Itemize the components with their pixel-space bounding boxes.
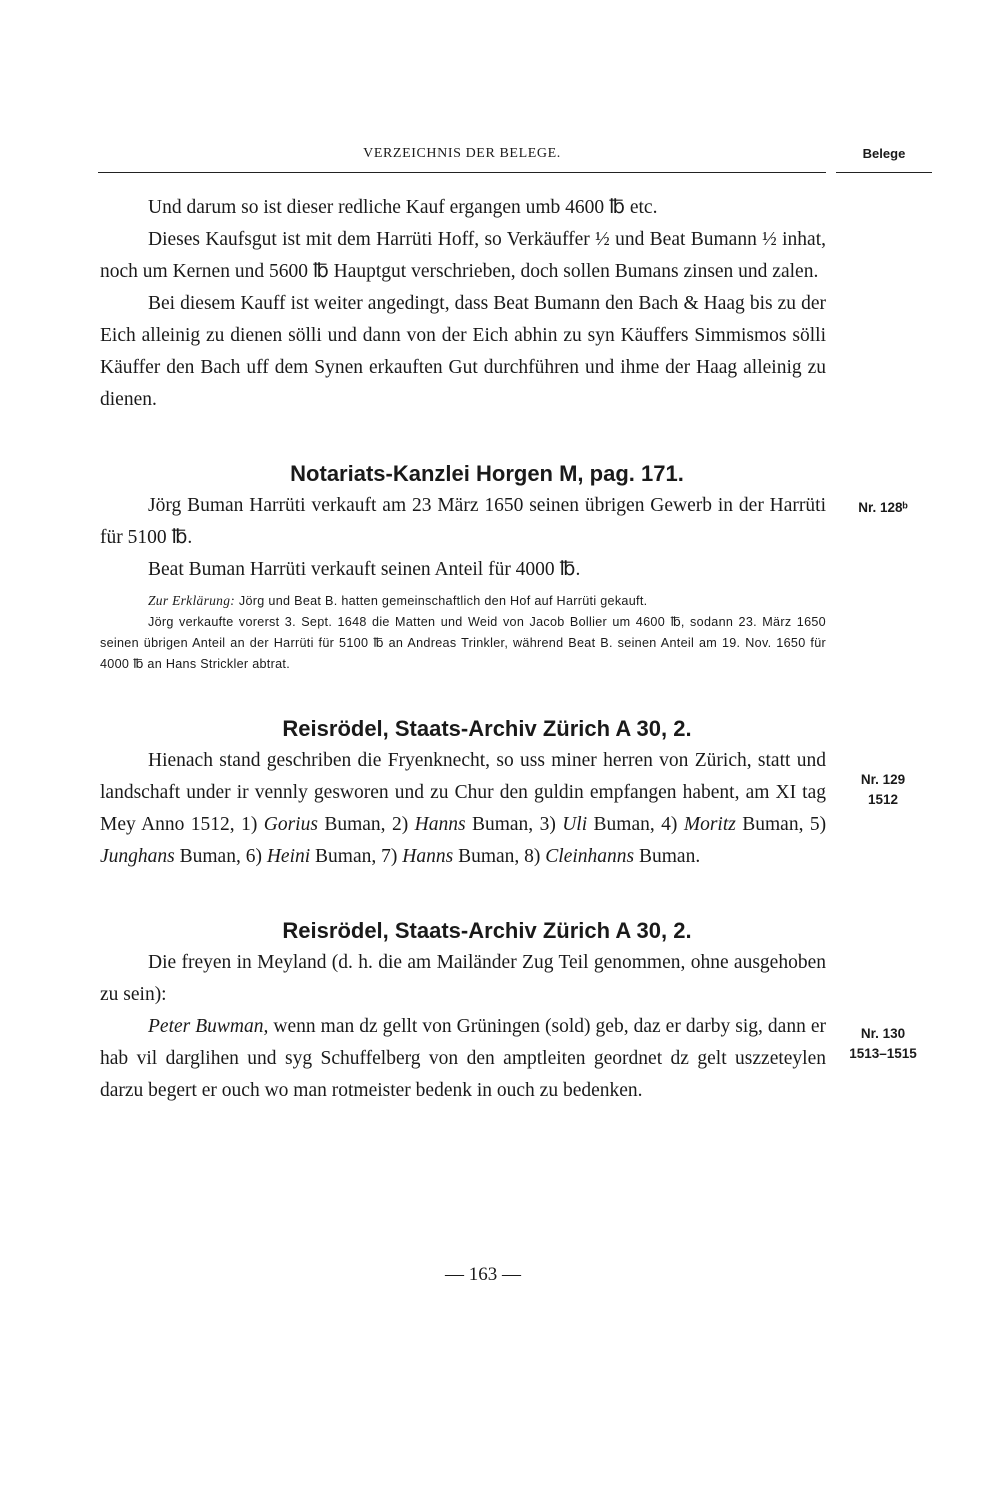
first-name: Heini — [266, 846, 311, 867]
paragraph-text: wenn man dz gellt von Grüningen (sold) geb, daz er darby sig, dann er hab vil darglihen und syg Schuffelberg von den amptleiten geordnet dz gelt uszzeteylen darzu begert er ouch wo man rotmeister bedenk in ouch zu bedenken. — [100, 1016, 826, 1101]
section-gap — [100, 873, 826, 915]
name-entry — [241, 814, 385, 835]
name-entry — [246, 846, 377, 867]
name-number: 3) — [539, 814, 556, 835]
page-number: — 163 — — [445, 1264, 521, 1285]
margin-note-128b — [828, 498, 938, 518]
first-name: Hanns — [402, 846, 454, 867]
section-paragraph: Die freyen in Meyland (d. h. die am Mailänder Zug Teil genommen, ohne ausgehoben zu sein): — [100, 952, 826, 1005]
name-entry — [540, 814, 655, 835]
section-gap — [100, 416, 826, 458]
name-number: 1) — [241, 814, 258, 835]
name-entry — [524, 846, 700, 867]
header-rule — [98, 172, 826, 173]
note-line: Jörg verkaufte vorerst 3. Sept. 1648 die Matten und Weid von Jacob Bollier um 4600 ℔, sodann 23. März 1650 seinen übrigen Anteil an der Harrüti für 5100 ℔ an Andreas Trinkler, während Beat B. seinen Anteil am 19. Nov. 1650 für 4000 ℔ an Hans Strickler abtrat. — [100, 615, 826, 671]
last-name: Buman, — [458, 846, 520, 867]
name-entry — [661, 814, 803, 835]
main-text — [100, 192, 826, 1107]
last-name: Buman, — [315, 846, 377, 867]
first-name: Cleinhanns — [545, 846, 635, 867]
side-head: Belege — [862, 146, 906, 161]
section-heading: Reisrödel, Staats-Archiv Zürich A 30, 2. — [282, 918, 692, 943]
name-number: 6) — [245, 846, 262, 867]
margin-note-130 — [828, 1024, 938, 1064]
margin-number: Nr. 129 — [860, 772, 906, 787]
intro-paragraph: Bei diesem Kauff ist weiter angedingt, dass Beat Bumann den Bach & Haag bis zu der Eich alleinig zu dienen sölli und dann von der Eich abhin zu syn Käuffers Simmismos sölli Käuffer den Bach uff dem Synen erkauften Gut durchführen und ihme der Haag alleinig zu dienen. — [100, 293, 826, 410]
name-number: 4) — [661, 814, 678, 835]
first-name: Hanns — [414, 814, 466, 835]
last-name: Buman, — [324, 814, 386, 835]
note-label: Zur Erklärung: — [148, 593, 236, 608]
note-text: Jörg und Beat B. hatten gemeinschaftlich den Hof auf Harrüti gekauft. — [238, 594, 648, 608]
first-name: Uli — [562, 814, 588, 835]
last-name: Buman, — [471, 814, 534, 835]
first-name: Moritz — [683, 814, 736, 835]
side-header-rule — [836, 172, 932, 173]
running-head: VERZEICHNIS DER BELEGE. — [363, 146, 561, 161]
name-number: 2) — [391, 814, 409, 835]
margin-year: 1512 — [867, 792, 899, 807]
section-paragraph — [100, 745, 826, 873]
name-number: 8) — [524, 846, 541, 867]
intro-paragraph: Und darum so ist dieser redliche Kauf ergangen umb 4600 ℔ etc. — [148, 197, 658, 218]
explanation-note — [100, 590, 826, 675]
margin-number: Nr. 128ᵇ — [858, 500, 908, 515]
margin-number: Nr. 130 — [860, 1026, 906, 1041]
last-name: Buman. — [639, 846, 701, 867]
name-number: 5) — [809, 814, 827, 835]
margin-year: 1513–1515 — [849, 1046, 917, 1061]
first-name: Junghans — [100, 846, 175, 867]
last-name: Buman, — [742, 814, 804, 835]
section-paragraph — [100, 1011, 826, 1107]
section-gap — [100, 675, 826, 713]
section-paragraph: Jörg Buman Harrüti verkauft am 23 März 1650 seinen übrigen Gewerb in der Harrüti für 5100 ℔. — [100, 495, 826, 548]
margin-note-129 — [828, 770, 938, 810]
section-paragraph: Beat Buman Harrüti verkauft seinen Anteil für 4000 ℔. — [148, 559, 581, 580]
name-entry — [392, 814, 533, 835]
paragraph-text: Hienach stand geschriben die Fryenknecht, so uss miner herren von Zürich, statt und landschaft under ir vennly gesworen und zu Chur den guldin empfangen habent, am XI tag Mey Anno 1512, — [100, 750, 826, 835]
intro-paragraph: Dieses Kaufsgut ist mit dem Harrüti Hoff, so Verkäuffer ½ und Beat Bumann ½ inhat, noch um Kernen und 5600 ℔ Hauptgut verschrieben, doch sollen Bumans zinsen und zalen. — [100, 229, 826, 282]
person-name: Peter Buwman, — [148, 1016, 269, 1037]
last-name: Buman, — [179, 846, 241, 867]
section-heading: Notariats-Kanzlei Horgen M, pag. 171. — [290, 461, 684, 486]
note-line — [100, 590, 826, 612]
name-number: 7) — [381, 846, 398, 867]
first-name: Gorius — [263, 814, 318, 835]
last-name: Buman, — [593, 814, 655, 835]
section-heading: Reisrödel, Staats-Archiv Zürich A 30, 2. — [282, 716, 692, 741]
name-entry — [381, 846, 519, 867]
